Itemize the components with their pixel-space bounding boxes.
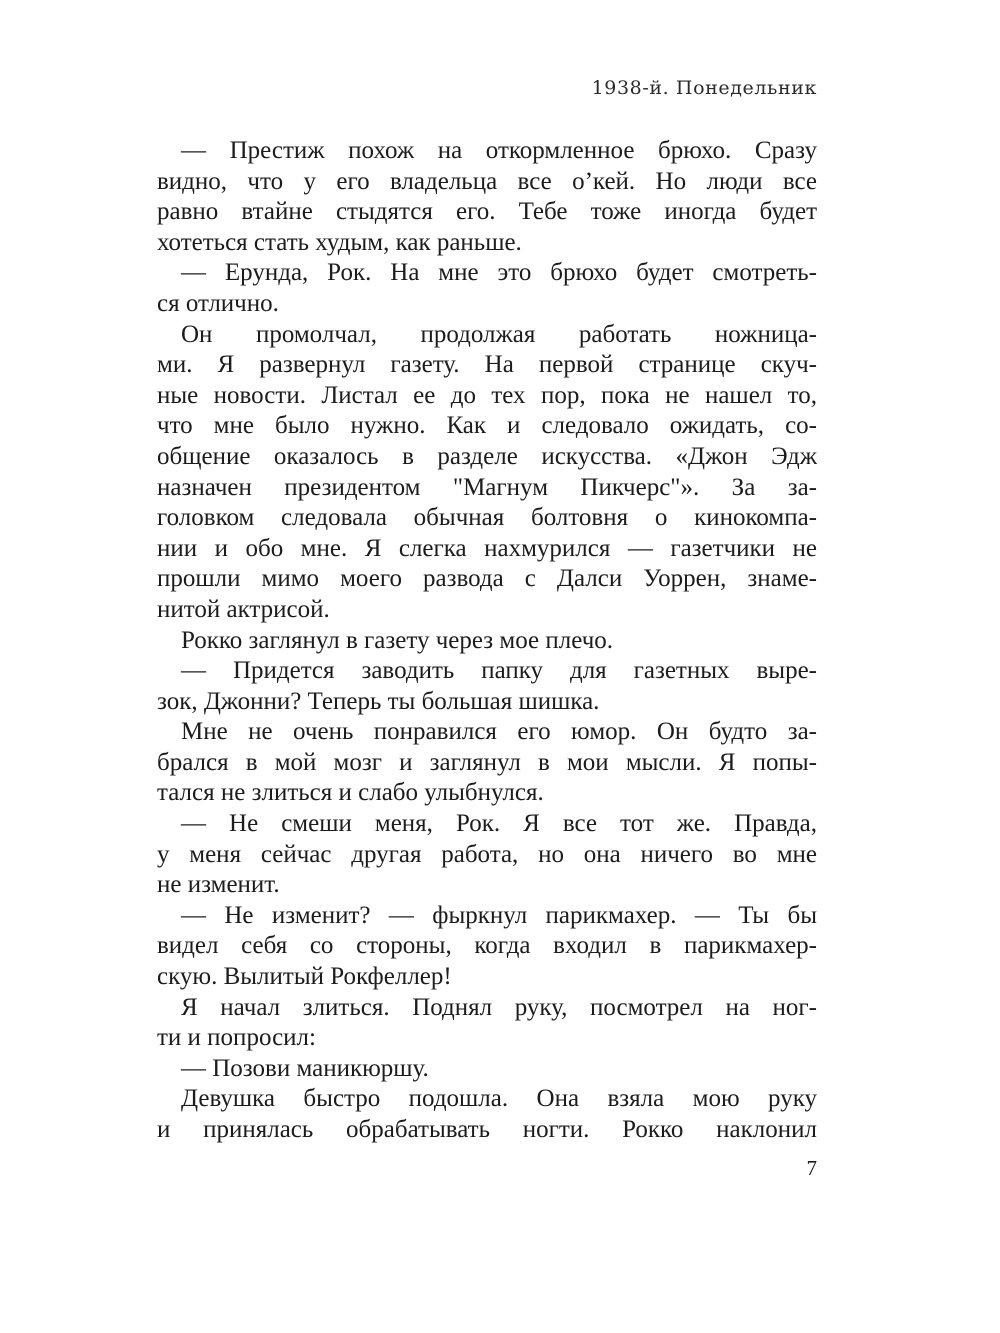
text-line: видел себя со стороны, когда входил в парикмахер- [157, 932, 817, 960]
text-line: нии и обо мне. Я слегка нахмурился — газетчики не [157, 534, 817, 562]
text-line: назначен президентом "Магнум Пикчерс"». За за- [157, 473, 817, 501]
text-line: нитой актрисой. [157, 595, 330, 623]
text-line: ти и попросил: [157, 1024, 316, 1052]
text-line: головком следовала обычная болтовня о кинокомпа- [157, 504, 817, 532]
text-line: что мне было нужно. Как и следовало ожидать, со- [157, 412, 817, 440]
text-line: не изменит. [157, 871, 280, 899]
running-header: 1938-й. Понедельник [591, 77, 817, 99]
text-line: — Престиж похож на откормленное брюхо. Сразу [181, 137, 817, 164]
text-line: прошли мимо моего развода с Далси Уоррен, знаме- [157, 565, 817, 593]
text-line: Мне не очень понравился его юмор. Он будто за- [181, 718, 817, 746]
text-line: Он промолчал, продолжая работать ножница- [181, 320, 817, 348]
text-line: — Ерунда, Рок. На мне это брюхо будет смотреть- [181, 259, 817, 287]
text-line: скую. Вылитый Рокфеллер! [157, 963, 452, 991]
text-line: видно, что у его владельца все о’кей. Но люди все [157, 167, 817, 195]
text-line: тался не злиться и слабо улыбнулся. [157, 779, 544, 807]
text-line: зок, Джонни? Теперь ты большая шишка. [157, 687, 600, 715]
text-line: — Не смеши меня, Рок. Я все тот же. Правда, [181, 810, 817, 838]
text-line: — Позови маникюршу. [181, 1054, 429, 1082]
text-line: Я начал злиться. Поднял руку, посмотрел на ног- [181, 993, 817, 1021]
text-line: — Не изменит? — фыркнул парикмахер. — Ты бы [181, 901, 817, 929]
text-line: ми. Я развернул газету. На первой странице скуч- [157, 351, 817, 379]
body-text [157, 136, 817, 1146]
text-line: — Придется заводить папку для газетных выре- [181, 657, 817, 685]
text-line: Рокко заглянул в газету через мое плечо. [181, 626, 614, 654]
text-line: общение оказалось в разделе искусства. «Джон Эдж [157, 442, 817, 470]
text-line: равно втайне стыдятся его. Тебе тоже иногда будет [157, 198, 817, 226]
text-line: Девушка быстро подошла. Она взяла мою руку [181, 1085, 817, 1113]
text-line: у меня сейчас другая работа, но она ничего во мне [157, 840, 817, 868]
text-line: ные новости. Листал ее до тех пор, пока не нашел то, [157, 381, 817, 409]
text-line: и принялась обрабатывать ногти. Рокко наклонил [157, 1116, 817, 1143]
text-line: хотеться стать худым, как раньше. [157, 228, 522, 256]
text-line: брался в мой мозг и заглянул в мои мысли. Я попы- [157, 748, 817, 776]
page-number: 7 [806, 1156, 817, 1180]
text-line: ся отлично. [157, 289, 279, 317]
